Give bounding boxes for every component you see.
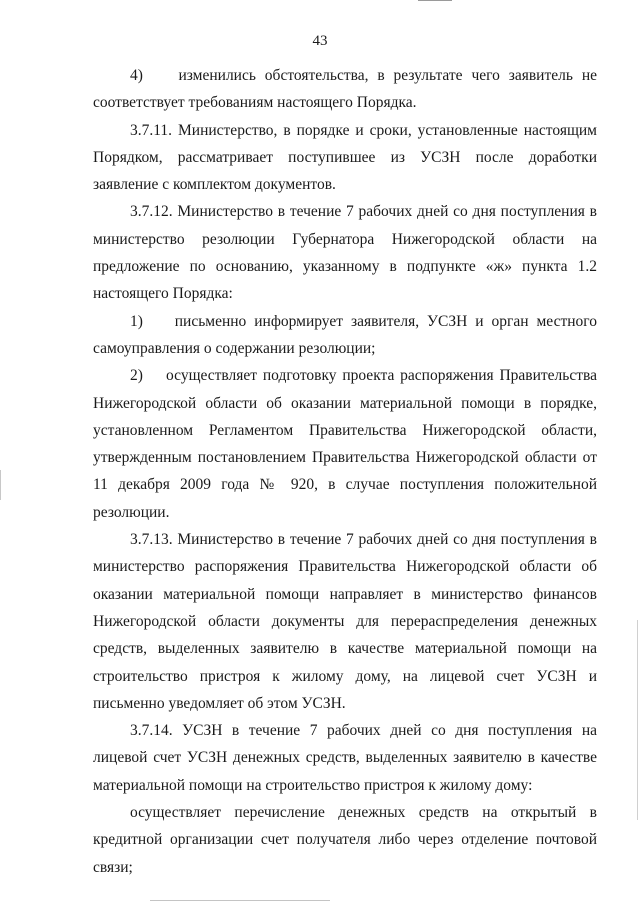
paragraph-transfer: осуществляет перечисление денежных средств на открытый в кредитной организации счет получателя либо через отделение почтовой связи; [93, 804, 597, 876]
scan-mark-bottom [150, 900, 330, 901]
scan-mark-right [637, 620, 638, 820]
paragraph-subitem-2: 2) осуществляет подготовку проекта распоряжения Правительства Нижегородской области об оказании материальной помощи в порядке, установленном Регламентом Правительства Нижегородской области, утвержденным постановлением Правительства Нижегородской области от 11 декабря 2009 года № 920, в случае поступления положительной резолюции. [93, 367, 597, 521]
page-number: 43 [312, 33, 328, 49]
paragraph-3-7-12: 3.7.12. Министерство в течение 7 рабочих дней со дня поступления в министерство резолюции Губернатора Нижегородской области на предложение по основанию, указанному в подпункте «ж» пункта 1.2 настоящего Порядка: [93, 203, 597, 303]
paragraph-3-7-13: 3.7.13. Министерство в течение 7 рабочих дней со дня поступления в министерство распоряжения Правительства Нижегородской области об оказании материальной помощи направляет в министерство финансов Нижегородской области документы для перераспределения денежных средств, выделенных заявителю в качестве материальной помощи на строительство пристроя к жилому дому, на лицевой счет УСЗН и письменно уведомляет об этом УСЗН. [93, 531, 597, 712]
document-body [93, 62, 597, 881]
scan-mark-left [0, 470, 1, 500]
paragraph-subitem-4: 4) изменились обстоятельства, в результате чего заявитель не соответствует требованиям настоящего Порядка. [93, 67, 597, 112]
paragraph-3-7-11: 3.7.11. Министерство, в порядке и сроки, установленные настоящим Порядком, рассматривает поступившее из УСЗН после доработки заявление с комплектом документов. [93, 121, 597, 194]
paragraph-subitem-1: 1) письменно информирует заявителя, УСЗН и орган местного самоуправления о содержании резолюции; [93, 312, 597, 357]
scan-mark-top [418, 0, 452, 1]
paragraph-3-7-14: 3.7.14. УСЗН в течение 7 рабочих дней со дня поступления на лицевой счет УСЗН денежных средств, выделенных заявителю в качестве материальной помощи на строительство пристроя к жилому дому: [93, 722, 597, 794]
